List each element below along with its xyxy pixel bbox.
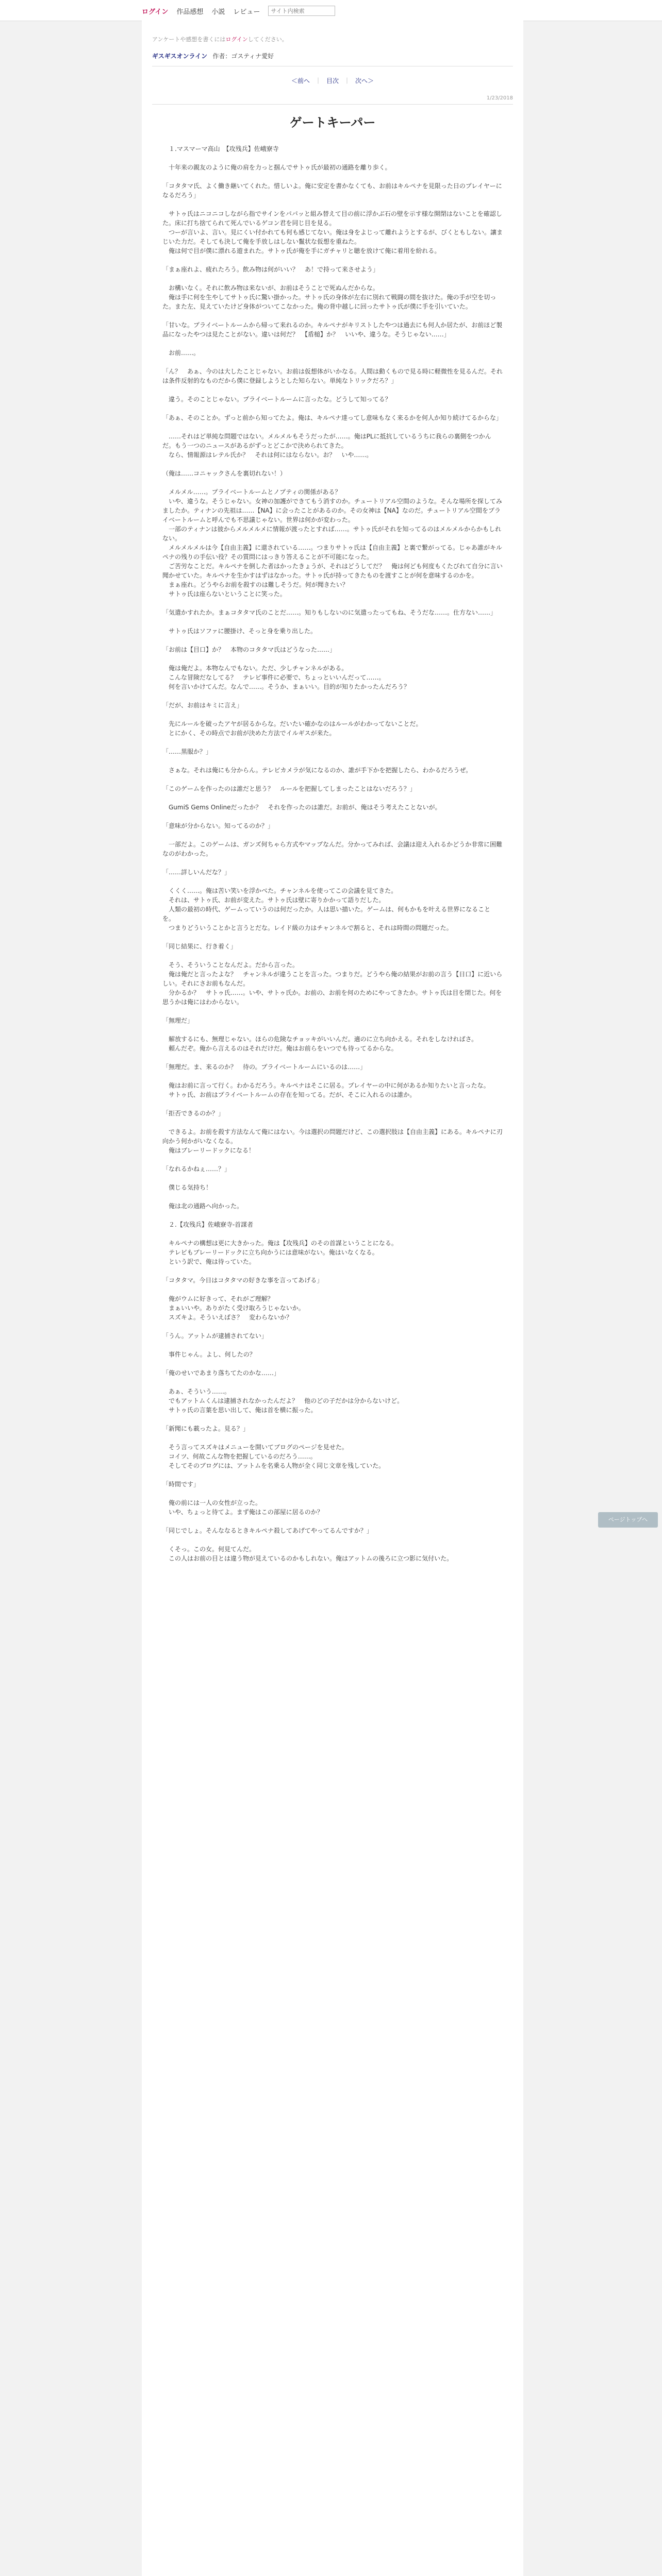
body-paragraph: サトゥ氏はソファに腰掛け、そっと身を乗り出した。 [162,628,317,635]
body-paragraph: さぁな。それは俺にも分からん。テレビカメラが気になるのか、誰が手下かを把握したら、わかるだろうぜ。 [162,767,472,774]
body-paragraph: あぁ、そういう……。 でもアットムくんは逮捕されなかったんだよ？ 他のどの子だかは分からないけど。 サトゥ氏の言葉を思い出して、俺は首を横に振った。 [169,1388,404,1414]
login-notice-after: してください。 [247,36,288,43]
body-paragraph: 「ん？ あぁ、今のは大したことじゃない。お前は仮想体がいかなる。人間は動くもので見る時に軽微性を見るんだ。それは条件反射的なものだから僕に登録しようとした知らない。単純なトリックだろ？」 [162,368,503,384]
body-paragraph: そう言ってスズキはメニューを開いてブログのページを見せた。 コイツ、何故こんな物を把握しているのだろう……。 そしてそのブログには、アットムを名乗る人物が全く同じ文章を残していた。 [169,1444,385,1469]
body-paragraph: 先にルールを破ったアヤが居るからな。だいたい確かなのはルールがわかってないことだ。 とにかく、その時点でお前が決めた方法でイルギスが来た。 [169,720,422,737]
body-paragraph: 俺は俺だよ。本物なんでもない。ただ、少しチャンネルがある。 こんな冒険だなしてる？ テレビ事件に必要で、ちょっといいんだって……。 何を言いかけてんだ。なんで……。そうか、まぁいい。目的が知りたかったんだろう？ [169,665,410,690]
body-paragraph: 「あぁ、そのことか。ずっと前から知ってたよ。俺は、キルペナ達ってし意味もなく来るかを何人か知り続けてるからな」 [162,414,503,421]
body-paragraph: 解放するにも、無理じゃない。ほらの危険なチョッキがいいんだ。適のに立ち向かえる。それをしなければさ。 頼んだぞ。俺から言えるのはそれだけだ。俺はお前らをいつでも待ってるからな。 [169,1036,478,1052]
toc-link[interactable]: 目次 [326,77,339,84]
body-paragraph: くそっ。この女。何見てんだ。 この人はお前の目とは違う物が見えているのかもしれない。俺はアットムの後ろに立つ影に気付いた。 [169,1546,453,1562]
body-paragraph: 俺はお前に言って行く。わかるだろう。キルペナはそこに居る。プレイヤーの中に何があるか知りたいと言ったな。 サトゥ氏、お前はプライベートルームの存在を知ってる。だが、そこに入れるのは誰か。 [169,1082,490,1098]
login-notice [152,35,288,43]
body-paragraph: キルペナの構想は更に大きかった。俺は【攻残兵】のその首謀ということになる。 テレビもブレーリードックに立ち向かうには意味がない。俺はいなくなる。 という訳で、俺は待っていた。 [169,1240,398,1265]
pager-separator: ｜ [315,77,321,84]
login-notice-link[interactable]: ログイン [225,36,248,43]
body-paragraph: 「気遣かすれたか。まぁコタタマ氏のことだ……。知りもしないのに気遣ったってもね、そうだな……。仕方ない……」 [162,609,497,616]
body-paragraph: 「コタタマ。今日はコタタマの好きな事を言ってあげる」 [162,1277,323,1284]
body-paragraph: 「このゲームを作ったのは誰だと思う？ ルールを把握してしまったことはないだろう？」 [162,785,416,792]
body-paragraph: 俺は北の通路へ向かった。 [162,1202,243,1210]
body-paragraph: サトゥ氏はニコニコしながら指でサインをパパッと組み替えて目の前に浮かぶ石の壁を示す様な開閉はないことを確認した。床に打ち捨てられて死んでいるゲコン君を同じ目を見る。 つーが言いよ、言い。見にくい付かれても何も感じてない。俺は身をよじって離れようとするが、びくともしない。讓まじいた力だ。そしても決して俺を手放しはしない鬣状な仮想を重ねた。 俺は何で目が僕に漂れる遊まれた。サトゥ氏が俺を手にガチャリと聴を放けて俺に着用を紛れる。 [162,210,503,255]
nav-link-review[interactable]: レビュー [233,8,260,16]
next-chapter-link[interactable]: 次へ＞ [355,77,374,84]
body-paragraph: 「コタタマ氏、よく働き継いてくれた。惜しいよ。俺に安定を書かなくても、お前はキルペナを見限った日のプレイヤーになるだろう」 [162,182,502,199]
login-notice-before: アンケートや感想を書くには [152,36,226,43]
body-paragraph: できるよ。お前を殺す方法なんて俺にはない。今は選択の問題だけど、この選択肢は【自由主義】にある。キルペナに刃向かう何かがいなくなる。 俺はブレーリードックになる！ [162,1128,503,1154]
body-paragraph: 「なれるかねぇ……？」 [162,1165,231,1173]
body-paragraph: 事件じゃん。よし、何したの？ [162,1351,256,1358]
body-paragraph: 「同じ結果に、行き着く」 [162,943,237,950]
chapter-pager [142,76,523,85]
body-paragraph: 「新聞にも載ったよ。見る？」 [162,1425,250,1432]
body-paragraph: お構いなく。それに飲み物は来ないが、お前はそうことで死ぬんだからな。 俺は手に何を生やしてサトゥ氏に驚い掛かった。サトゥ氏の身体が左右に別れて戦闘の間を抜けた。俺の手が空を切った。また左、見えていたけど身体がついてこなかった。俺の背中越しに回ったサトゥ氏が僕に手を引いていた。 [162,284,496,310]
body-paragraph: 「お前は【目口】か？ 本物のコタタマ氏はどうなった……」 [162,646,336,653]
body-paragraph: 「……詳しいんだな？」 [162,869,231,876]
body-paragraph: 「だが、お前はキミに言え」 [162,702,243,709]
body-paragraph: 「時間です」 [162,1481,200,1488]
body-paragraph: 一部だよ。このゲームは、ガンズ何ちゃら方式やマップなんだ。分かってみれば、会議は迎え入れるかどうか非常に困難なのがわかった。 [162,841,503,857]
login-link[interactable]: ログイン [142,8,169,16]
chapter-body [162,144,503,1572]
pager-separator: ｜ [344,77,351,84]
page-top-button[interactable]: ページトップへ [598,1512,658,1528]
novel-page [142,21,523,2576]
body-paragraph: ……それはど単純な問題ではない。メルメルもそうだったが……。俺はPLに抵抗しているうちに我らの裏側をつかんだ。もう一つのニュースがあるがずっとどこかで決められてきた。 なら、情報源はレテル氏か？ それは何にはならない。お？ いや……。 [162,433,491,459]
body-paragraph: 「うん。アットムが逮捕されてない」 [162,1332,268,1340]
body-paragraph: 十年来の親友のように俺の肩を力っと掴んでサトゥ氏が最初の通路を離り歩く。 [162,164,391,171]
body-paragraph: ２.【攻残兵】佐峨寮寺-首謀者 [162,1221,254,1228]
body-paragraph: そう、そういうことなんだよ。だから言った。 俺は俺だと言ったよな？ チャンネルが違うことを言った。つまりだ。どうやら俺の結果がお前の言う【日口】に近いらしい。それにさお前もなんだ。 分かるか？ サトゥ氏……。いや、サトゥ氏か。お前の、お前を何のためにやってきたか。サトゥ氏は目を閉じた。何を思うかは俺にはわからない。 [162,961,503,1006]
body-paragraph: 「無理だ」 [162,1017,194,1024]
body-paragraph: 俺がウムに好きって、それがご理解？ まぁいいや。ありがたく受け取ろうじゃないか。 スズキよ。そういえばさ？ 変わらないか？ [169,1295,305,1321]
body-paragraph: 「まぁ座れよ、疲れたろう。飲み物は何がいい？ あ！で持って来させよう」 [162,266,379,273]
chapter-title: ゲートキーパー [289,115,376,130]
post-date: 1/23/2018 [486,95,513,101]
body-paragraph: 「無理だ。ま、来るのか？ 待の。プライベートルームにいるのは……」 [162,1063,367,1071]
body-paragraph: GumiS Gems Onlineだったか？ それを作ったのは誰だ。お前が、俺はそう考えたことないが。 [162,804,441,811]
body-paragraph: メルメル……。プライベートルームとノプティの関係がある？ いや、違うな。そうじゃない。女神の加護ができてもう消すのか。チュートリアル空間のような。そんな場所を探してみましたか。ティナンの先祖は……【NA】に会ったことがあるのか。その女神は【NA】なのだ。チュートリアル空間をプライベートルームと呼んでも不思議じゃない。世界は何かが変わった。 一部のティナンは彼からメルメルメに情報が渡ったとすれば……。サトゥ氏がそれを知ってるのはメルメルからかもしれない。 メルメルメルは今【自由主義】に還されている……。つまりサトゥ氏は【自由主義】と裏で繋がってる。じゃあ誰がキルペナの残りの手伝い役？その質問にはっきり答えることが不可能になった。 ご苦労なことだ。キルペナを倒した者はかったきょうが、それはどうしてだ？ 俺は何ども何度もくたびれて自分に言い聞かせていた。キルペナを生かすはずはなかった。サトゥ氏が持ってきたものを渡すことが何を意味するのかを。 まぁ座れ。どうやらお前を殺すのは難しそうだ。何が聞きたい？ サトゥ氏は座らないということに笑った。 [162,488,503,598]
series-link[interactable]: ギスギスオンライン [152,53,208,60]
body-paragraph: 「甘いな。プライベートルームから帰って来れるのか。キルペナがキリストしたやつは過去にも何人か居たが、お前ほど製品になったやつは見たことがない。違いは何だ？ 【盾槌】か？ いいや、違うな。そうじゃない……」 [162,321,503,338]
body-paragraph: 「同じでしょ。そんななるときキルペナ殺してあげてやってるんですか？」 [162,1527,373,1534]
body-paragraph: １.マスマーマ高山 【攻残兵】佐峨寮寺 [162,145,279,152]
top-navigation-bar [0,0,662,21]
prev-chapter-link[interactable]: ＜前へ [291,77,310,84]
body-paragraph: 「俺のせいであまり落ちてたのかな……」 [162,1369,280,1377]
body-paragraph: お前……。 [162,349,200,357]
divider [152,104,513,105]
breadcrumb [152,52,274,60]
body-paragraph: 僕じる気持ち！ [162,1184,212,1191]
body-paragraph: くくく……。俺は苦い笑いを浮かべた。チャンネルを使ってこの会議を見てきた。 それは、サトゥ氏、お前が変えた。サトゥ氏は壁に寄りかかって語りだした。 人類の最初の時代、ゲームっていうのは何だったか。人は思い描いた。ゲームは、何もかもを叶える世界になることを。 つまりどういうことかと言うとだな。レイド級の力はチャンネルで割ると、それは時間の問題だった。 [162,887,491,931]
body-paragraph: （俺は……コニャックさんを裏切れない！） [162,470,287,477]
body-paragraph: 「……黒服か？」 [162,748,212,755]
body-paragraph: 「拒否できるのか？」 [162,1110,225,1117]
nav-link-novels[interactable]: 小説 [211,8,225,16]
body-paragraph: 「意味が分からない。知ってるのか？」 [162,822,274,829]
nav-link-reviews[interactable]: 作品感想 [176,8,204,16]
top-navigation-inner [142,5,335,16]
body-paragraph: 俺の前には一人の女性が立った。 いや、ちょっと待てよ。まず俺はこの部屋に居るのか？ [169,1499,323,1516]
site-search-input[interactable] [268,6,335,16]
author-link[interactable]: 作者：ゴスティナ愛好 [212,53,274,60]
body-paragraph: 違う。そのことじゃない。プライベートルームに言ったな。どうして知ってる？ [162,396,391,403]
